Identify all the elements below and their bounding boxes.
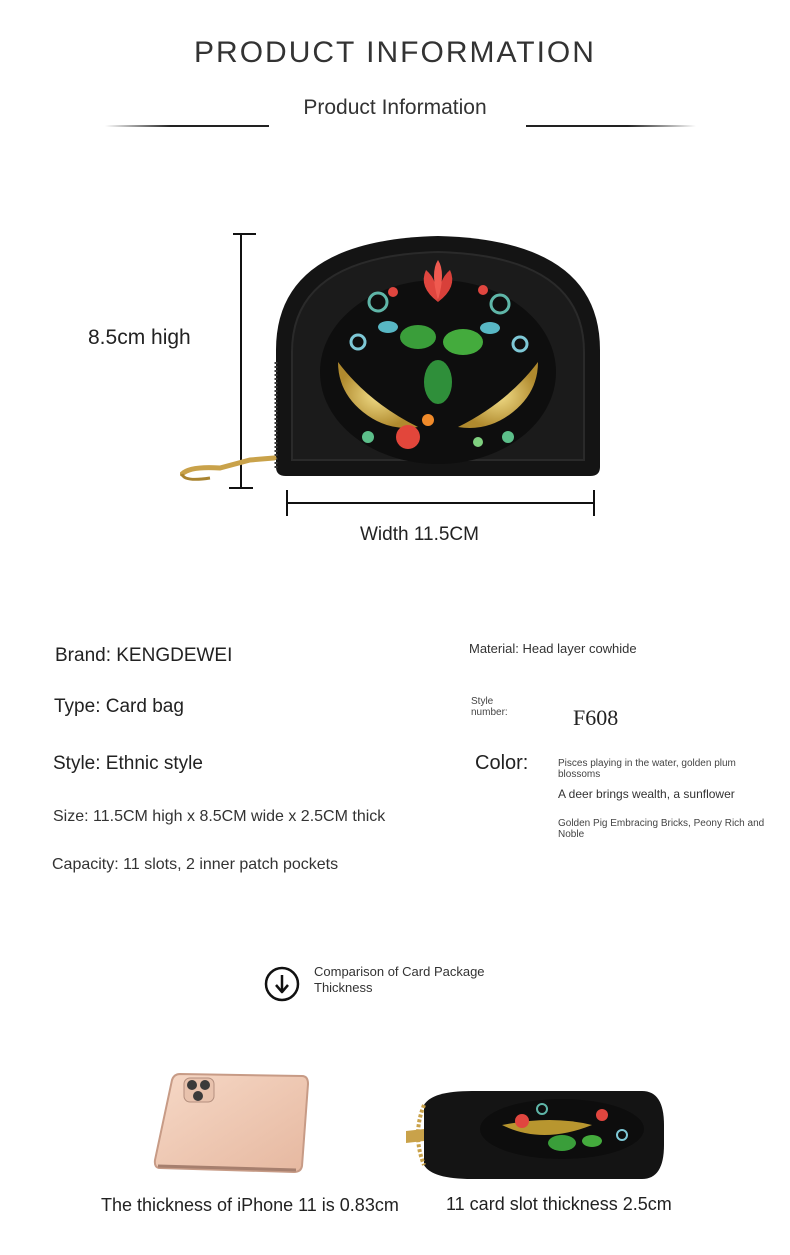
color-label: Color: [475,752,529,774]
style-number-label: Style number: [471,696,508,718]
iphone-thickness-label: The thickness of iPhone 11 is 0.83cm [101,1195,399,1215]
wallet-thickness-label: 11 card slot thickness 2.5cm [446,1194,672,1214]
iphone-image [150,1070,310,1175]
zipper-pull-icon [180,438,278,486]
height-label: 8.5cm high [88,326,191,349]
arrow-down-circle-icon [264,966,300,1002]
material-spec: Material: Head layer cowhide [469,641,637,656]
comparison-title: Comparison of Card Package Thickness [314,964,485,995]
wallet-side-image [402,1085,677,1185]
type-spec: Type: Card bag [54,696,184,717]
size-spec: Size: 11.5CM high x 8.5CM wide x 2.5CM thick [53,808,386,825]
color-option: Pisces playing in the water, golden plum blossoms [558,758,736,780]
capacity-spec: Capacity: 11 slots, 2 inner patch pockets [52,856,339,873]
width-label: Width 11.5CM [360,524,479,545]
page-title: PRODUCT INFORMATION [194,36,596,69]
color-option: A deer brings wealth, a sunflower [558,787,735,801]
brand-spec: Brand: KENGDEWEI [55,645,233,666]
style-number-value: F608 [573,705,619,730]
style-spec: Style: Ethnic style [53,753,203,774]
title-divider-left [105,125,269,127]
wallet-front-image [268,232,608,484]
color-option: Golden Pig Embracing Bricks, Peony Rich and Noble [558,818,765,840]
title-divider-right [526,125,696,127]
section-subtitle: Product Information [303,96,487,119]
width-dimension-line [284,486,598,520]
